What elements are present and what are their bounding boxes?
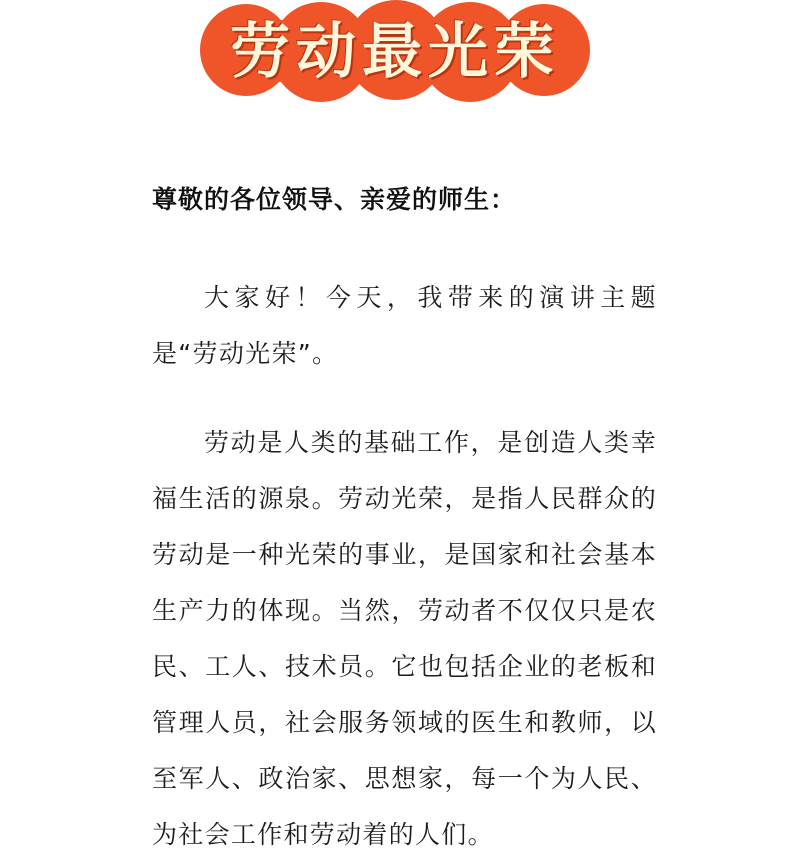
paragraph-intro: 大家好！今天，我带来的演讲主题是“劳动光荣”。 <box>152 283 657 368</box>
title-banner <box>196 0 594 104</box>
page-title: 劳动最光荣 <box>230 17 560 87</box>
salutation: 尊敬的各位领导、亲爱的师生： <box>152 185 517 214</box>
paragraph-body: 劳动是人类的基础工作，是创造人类幸福生活的源泉。劳动光荣，是指人民群众的劳动是一种光荣的事业，是国家和社会基本生产力的体现。当然，劳动者不仅仅只是农民、工人、技术员。它也包括企业的老板和管理人员，社会服务领域的医生和教师，以至军人、政治家、思想家，每一个为人民、为社会工作和劳动着的人们。 <box>152 428 657 849</box>
